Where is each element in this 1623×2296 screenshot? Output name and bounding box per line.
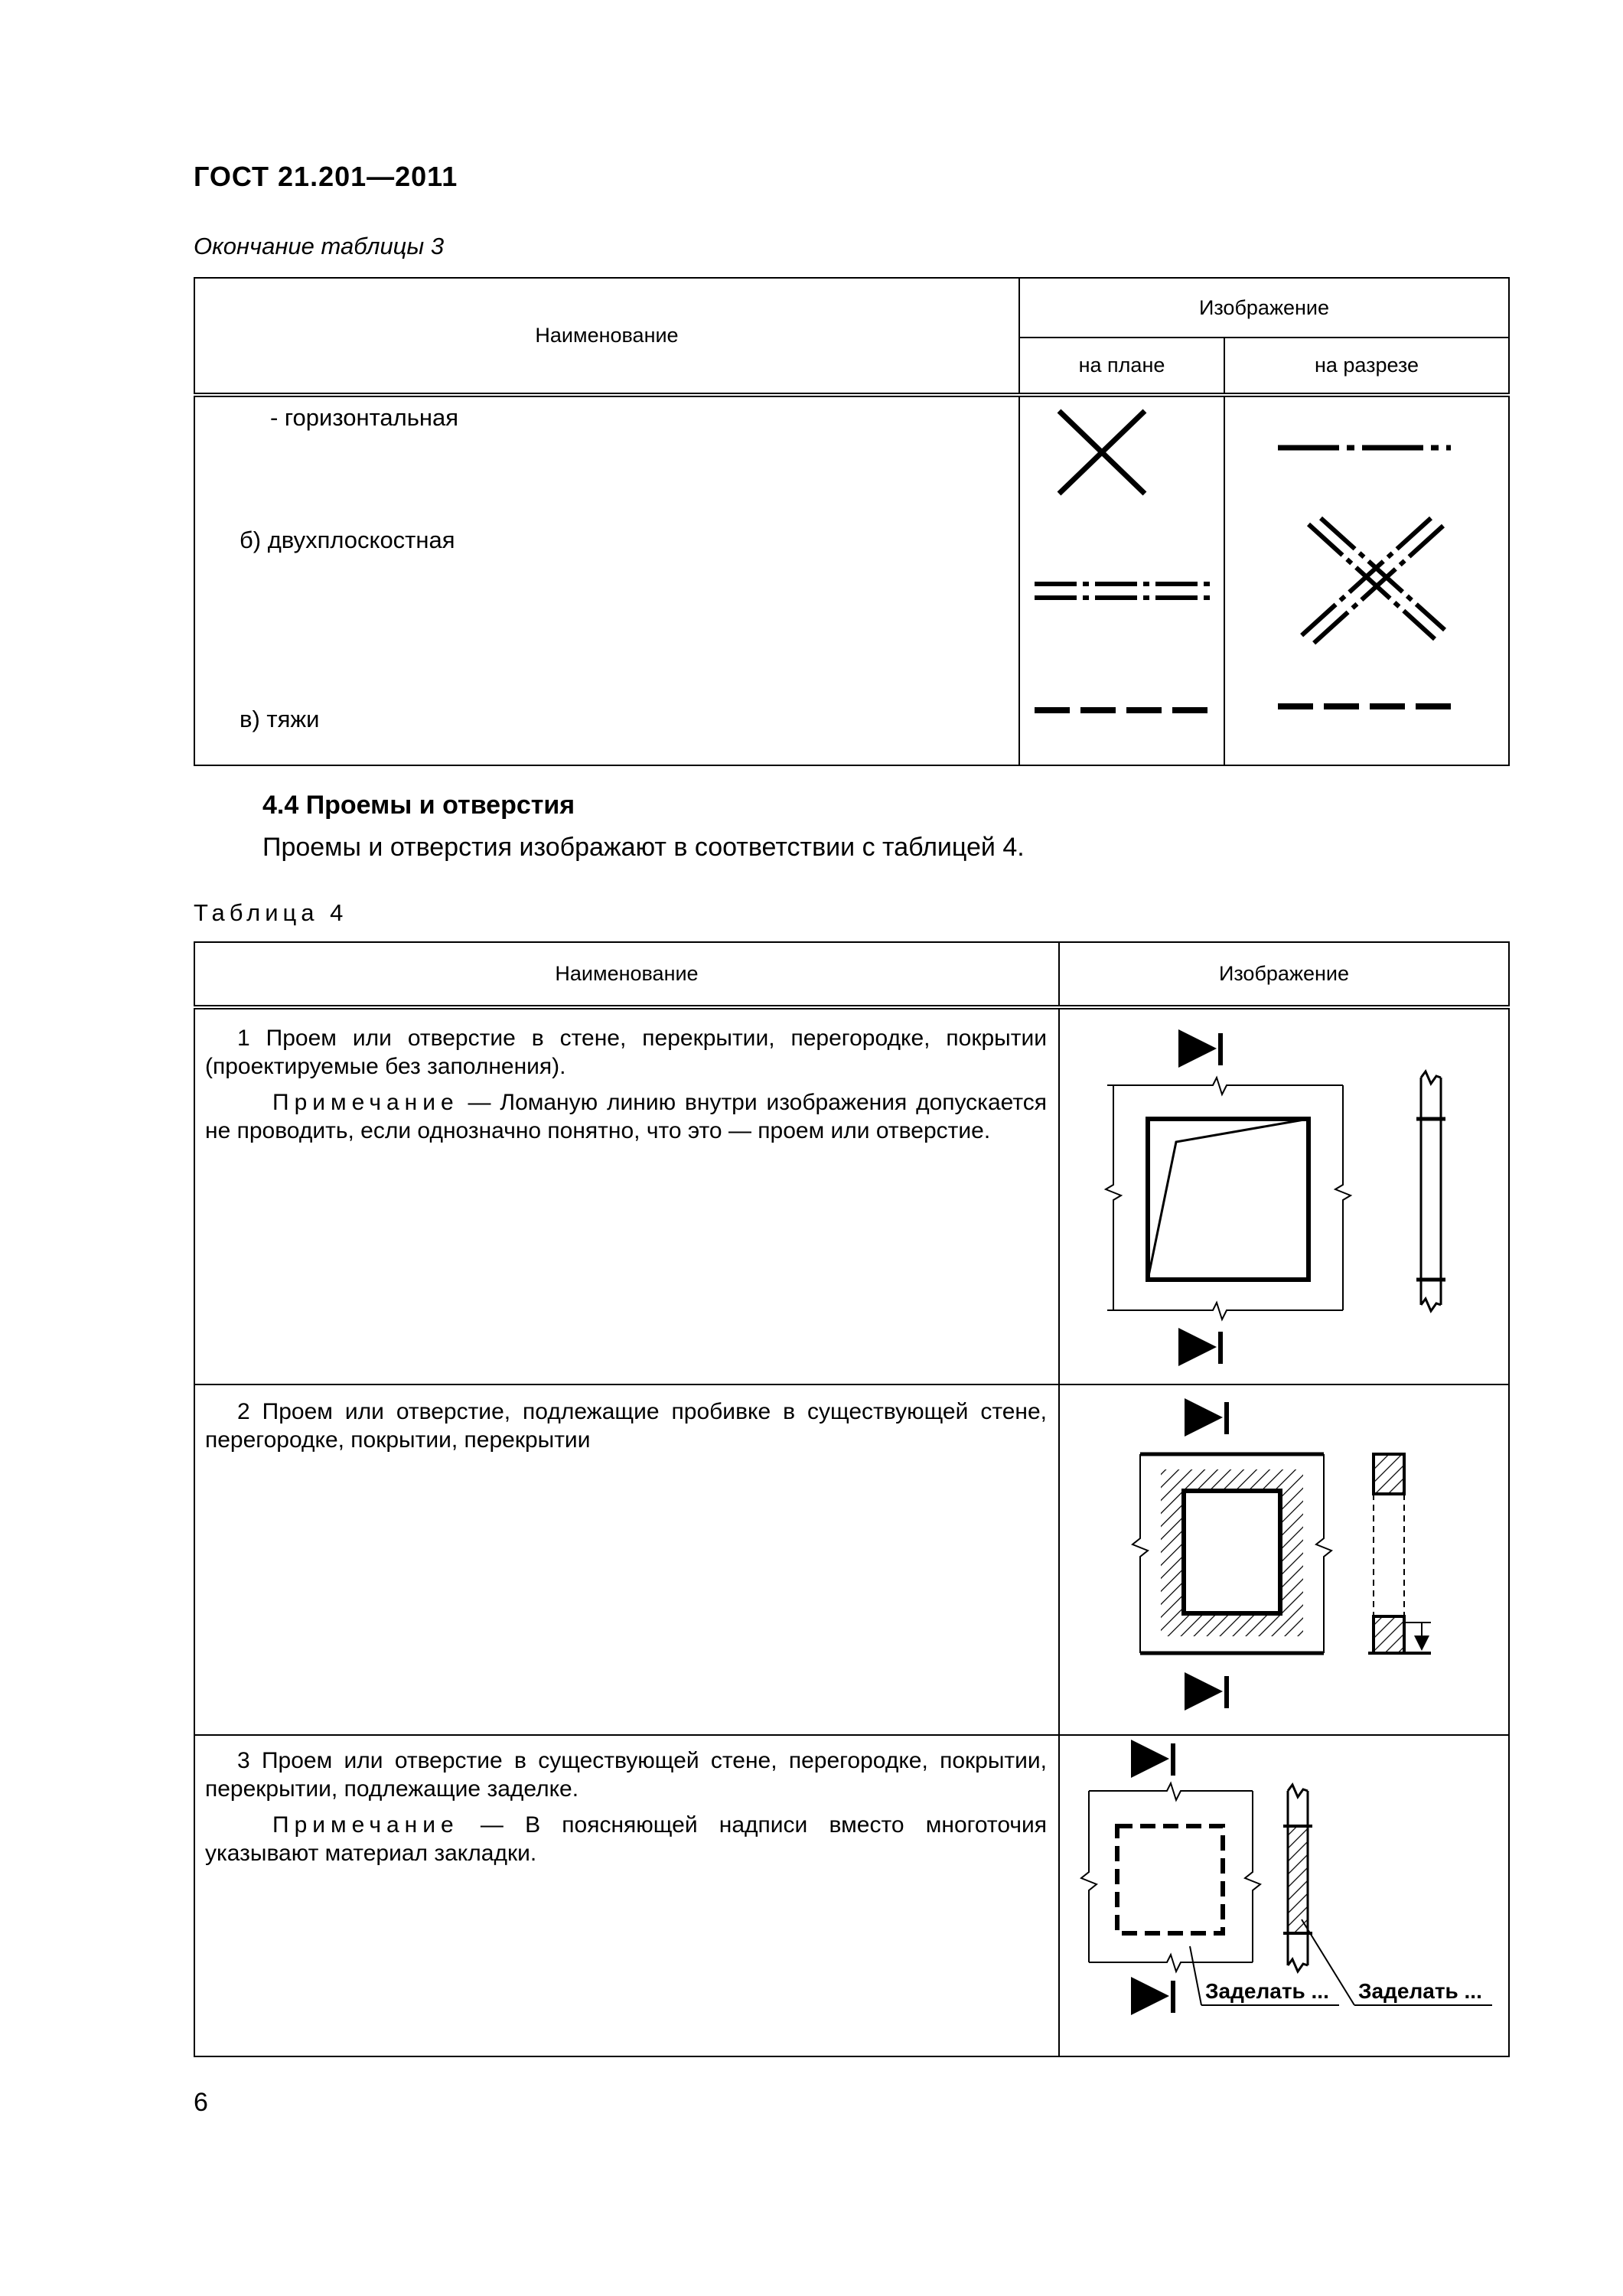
row1-note-label: Примечание [272,1090,459,1115]
table4-label: Таблица 4 [194,899,348,926]
table4-header-image: Изображение [1059,942,1509,1007]
page-number: 6 [194,2088,208,2117]
table3-row-horizontal: - горизонтальная [270,404,459,431]
table3-row-biplanar: б) двухплоскостная [240,527,455,553]
table4-row1-text [205,1024,1047,1081]
row1-note-text: — Ломаную линию внутри изображения допускается не проводить, если однозначно понятно, что это — проем или отверстие. [205,1090,1047,1143]
table3-header-section: на разрезе [1224,338,1509,395]
symbol-dashed-section [1276,699,1452,714]
row3-note-text: — В поясняющей надписи вместо многоточия указывают материал закладки. [205,1812,1047,1866]
row3-note-label: Примечание [272,1812,459,1838]
row2-description: 2 Проем или отверстие, подлежащие пробивке в существующей стене, перегородке, покрытии, перекрытии [205,1399,1047,1453]
table4-row2-text [205,1397,1047,1454]
symbol-cross-plan [1056,408,1148,500]
table4-row1-note [205,1088,1047,1145]
table4-header-name: Наименование [194,942,1059,1007]
label-fill-plan: Заделать ... [1205,1979,1329,2003]
drawing-opening-to-punch [1125,1393,1462,1714]
symbol-double-cross-section [1293,517,1446,647]
table3-caption: Окончание таблицы 3 [194,233,445,259]
table3-header-plan: на плане [1019,338,1224,395]
table4-row3-note [205,1811,1047,1867]
table3-header-image: Изображение [1019,278,1509,338]
document-header: ГОСТ 21.201—2011 [194,161,458,192]
table4-row3-text [205,1746,1047,1803]
row3-description: 3 Проем или отверстие в существующей стене, перегородке, покрытии, перекрытии, подлежащие заделке. [205,1748,1047,1802]
table3-row-ties: в) тяжи [240,706,320,732]
label-fill-section: Заделать ... [1358,1979,1482,2003]
section-title: 4.4 Проемы и отверстия [262,791,575,820]
symbol-double-dashdot-plan [1033,578,1217,605]
symbol-dashed-plan [1033,703,1209,718]
section-text: Проемы и отверстия изображают в соответствии с таблицей 4. [262,833,1025,862]
symbol-dashdot-section [1276,440,1452,455]
drawing-opening-new [1090,1026,1488,1378]
table3-header-name: Наименование [194,278,1019,395]
row1-description: 1 Проем или отверстие в стене, перекрытии, перегородке, покрытии (проектируемые без заполнения). [205,1026,1047,1079]
